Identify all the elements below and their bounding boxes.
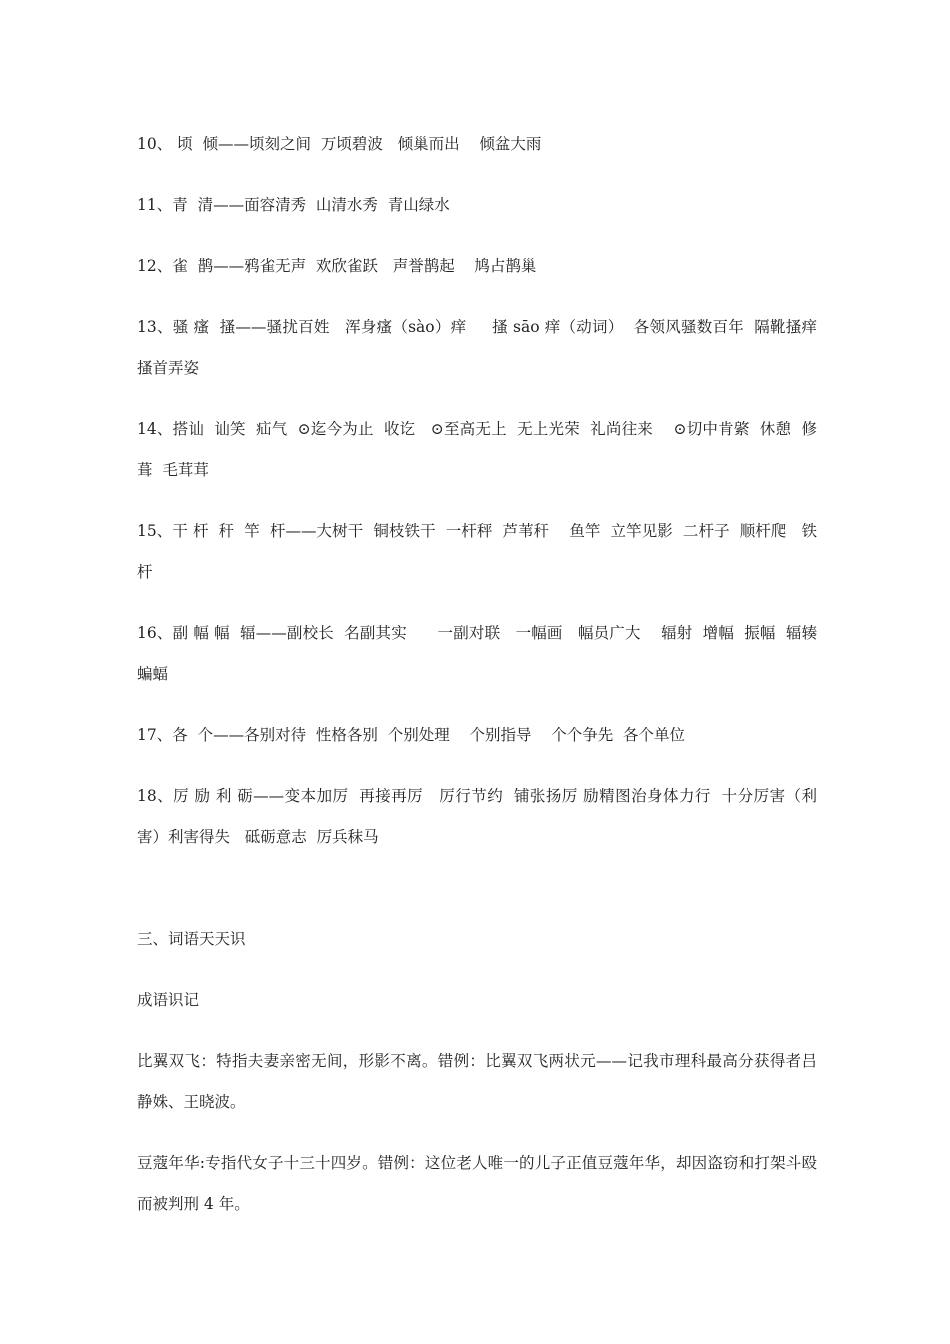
section-heading: 三、词语天天识 xyxy=(137,930,246,948)
list-item: 10、 顷 倾——顷刻之间 万顷碧波 倾巢而出 倾盆大雨 xyxy=(137,135,542,153)
list-item: 17、各 个——各别对待 性格各别 个别处理 个别指导 个个争先 各个单位 xyxy=(137,726,686,744)
list-item: 12、雀 鹊——鸦雀无声 欢欣雀跃 声誉鹊起 鸠占鹊巢 xyxy=(137,257,537,275)
idiom-entry: 豆蔻年华:专指代女子十三十四岁。错例：这位老人唯一的儿子正值豆蔻年华，却因盗窃和打架斗殴而被判刑 4 年。 xyxy=(137,1154,817,1213)
document-page xyxy=(137,124,842,1245)
list-item: 11、青 清——面容清秀 山清水秀 青山绿水 xyxy=(137,196,450,214)
list-item: 14、搭讪 讪笑 疝气 ⊙迄今为止 收讫 ⊙至高无上 无上光荣 礼尚往来 ⊙切中肯綮 休憩 修葺 毛茸茸 xyxy=(137,420,817,479)
list-item: 16、副 幅 幅 辐——副校长 名副其实 一副对联 一幅画 幅员广大 辐射 增幅 振幅 辐辏 蝙蝠 xyxy=(137,624,842,683)
list-item: 15、干 杆 秆 竿 杆——大树干 铜枝铁干 一杆秤 芦苇秆 鱼竿 立竿见影 二杆子 顺杆爬 铁杆 xyxy=(137,522,817,581)
subheading: 成语识记 xyxy=(137,991,200,1009)
idiom-entry: 比翼双飞：特指夫妻亲密无间，形影不离。错例：比翼双飞两状元——记我市理科最高分获得者吕静姝、王晓波。 xyxy=(137,1052,817,1111)
section-spacer xyxy=(137,878,817,919)
list-item: 18、厉 励 利 砺——变本加厉 再接再厉 厉行节约 铺张扬厉 励精图治身体力行 十分厉害（利害）利害得失 砥砺意志 厉兵秣马 xyxy=(137,787,817,846)
list-item: 13、骚 瘙 搔——骚扰百姓 浑身瘙（sào）痒 搔 sāo 痒（动词） 各领风骚数百年 隔靴搔痒 搔首弄姿 xyxy=(137,318,827,377)
